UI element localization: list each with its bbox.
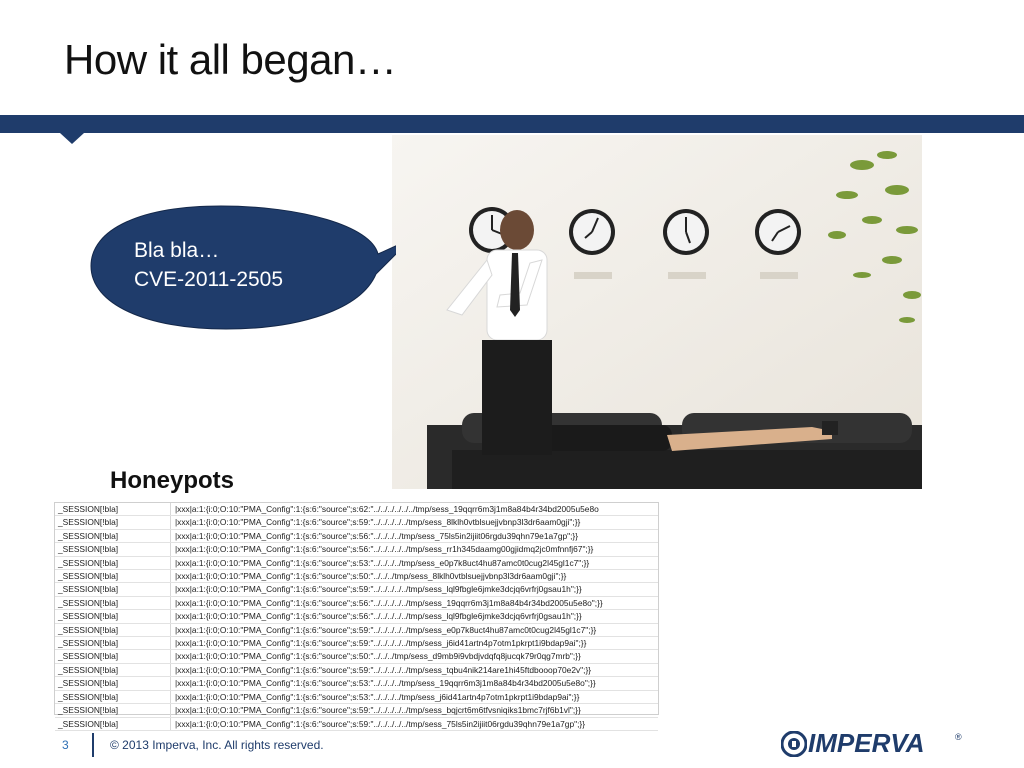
office-photo: [392, 135, 922, 489]
session-key-cell: _SESSION[!bla]: [55, 691, 171, 703]
session-payload-cell: |xxx|a:1:{i:0;O:10:"PMA_Config":1:{s:6:"source";s:56:"../../../../../tmp/sess_19qqrr6m3j1m8a84b4r34bd2005u5e8o";}}: [175, 597, 603, 608]
session-payload-cell: |xxx|a:1:{i:0;O:10:"PMA_Config":1:{s:6:"source";s:59:"../../../../../tmp/sess_8lklh0vtblsuejjvbnp3l3dr6aam0gji";}}: [175, 517, 581, 528]
session-key-cell: _SESSION[!bla]: [55, 557, 171, 569]
table-row: [55, 516, 658, 529]
session-payload-cell: |xxx|a:1:{i:0;O:10:"PMA_Config":1:{s:6:"source";s:53:"../../../../tmp/sess_19qqrr6m3j1m8a84b4r34bd2005u5e8o";}}: [175, 678, 596, 689]
table-row: [55, 583, 658, 596]
table-row: [55, 570, 658, 583]
session-key-cell: _SESSION[!bla]: [55, 597, 171, 609]
table-row: [55, 530, 658, 543]
session-payload-cell: |xxx|a:1:{i:0;O:10:"PMA_Config":1:{s:6:"source";s:56:"../../../../../tmp/sess_lql9fbgle6jmke3dcjq6vrfrj0gsau1h";}}: [175, 611, 582, 622]
registered-mark: ®: [955, 732, 962, 742]
office-photo-illustration: [392, 135, 922, 489]
session-key-cell: _SESSION[!bla]: [55, 637, 171, 649]
table-row: [55, 650, 658, 663]
session-payload-cell: |xxx|a:1:{i:0;O:10:"PMA_Config":1:{s:6:"source";s:56:"../../../../tmp/sess_75ls5in2ijiit06rgdu39qhn79e1a7gp";}}: [175, 530, 579, 541]
imperva-logo-icon: [781, 731, 807, 757]
table-row: [55, 610, 658, 623]
table-row: [55, 704, 658, 717]
session-key-cell: _SESSION[!bla]: [55, 650, 171, 662]
session-key-cell: _SESSION[!bla]: [55, 543, 171, 555]
session-key-cell: _SESSION[!bla]: [55, 664, 171, 676]
page-number: 3: [62, 738, 69, 752]
session-key-cell: _SESSION[!bla]: [55, 704, 171, 716]
session-key-cell: _SESSION[!bla]: [55, 530, 171, 542]
session-payload-cell: |xxx|a:1:{i:0;O:10:"PMA_Config":1:{s:6:"source";s:59:"../../../../../tmp/sess_tqbu4nik214are1hi45ftdbooop70e2v";}}: [175, 664, 592, 675]
session-payload-cell: |xxx|a:1:{i:0;O:10:"PMA_Config":1:{s:6:"source";s:59:"../../../../../tmp/sess_e0p7k8uct4hu87amc0t0cug2l45gl1c7";}}: [175, 624, 597, 635]
table-row: [55, 664, 658, 677]
session-key-cell: _SESSION[!bla]: [55, 570, 171, 582]
table-row: [55, 637, 658, 650]
slide-title: How it all began…: [64, 36, 397, 83]
clock-icon: [569, 209, 615, 255]
session-key-cell: _SESSION[!bla]: [55, 677, 171, 689]
table-row: [55, 543, 658, 556]
section-label: Honeypots: [110, 467, 235, 494]
session-payload-cell: |xxx|a:1:{i:0;O:10:"PMA_Config":1:{s:6:"source";s:53:"../../../../tmp/sess_j6id41artn4p7otm1pkrpt1i9bdap9ai";}}: [175, 691, 580, 702]
speech-bubble-line-2: CVE-2011-2505: [134, 268, 284, 291]
session-payload-cell: |xxx|a:1:{i:0;O:10:"PMA_Config":1:{s:6:"source";s:53:"../../../../tmp/sess_e0p7k8uct4hu87amc0t0cug2l45gl1c7";}}: [175, 557, 590, 568]
session-payload-cell: |xxx|a:1:{i:0;O:10:"PMA_Config":1:{s:6:"source";s:50:"../../../tmp/sess_8lklh0vtblsuejjvbnp3l3dr6aam0gji";}}: [175, 571, 567, 582]
session-key-cell: _SESSION[!bla]: [55, 516, 171, 528]
session-key-cell: _SESSION[!bla]: [55, 610, 171, 622]
footer-divider: [92, 733, 94, 757]
table-row: [55, 557, 658, 570]
session-payload-cell: |xxx|a:1:{i:0;O:10:"PMA_Config":1:{s:6:"source";s:62:"../../../../../../tmp/sess_19qqrr6m3j1m8a84b4r34bd2005u5e8o: [175, 504, 599, 514]
title-bar-notch: [60, 133, 84, 144]
copyright-text: © 2013 Imperva, Inc. All rights reserved.: [110, 738, 324, 752]
session-key-cell: _SESSION[!bla]: [55, 624, 171, 636]
table-row: [55, 718, 658, 731]
table-row: [55, 503, 658, 516]
session-payload-cell: |xxx|a:1:{i:0;O:10:"PMA_Config":1:{s:6:"source";s:56:"../../../../../tmp/sess_rr1h345daamg00gjidmq2jc0mfnnfj67";}}: [175, 544, 594, 555]
speech-bubble-text: [134, 236, 283, 294]
clock-icon: [755, 209, 801, 255]
session-key-cell: _SESSION[!bla]: [55, 503, 171, 515]
session-payload-cell: |xxx|a:1:{i:0;O:10:"PMA_Config":1:{s:6:"source";s:50:"../../../tmp/sess_d9mb9i9vbdjvdqfq8jucqk79r0qg7mrb";}}: [175, 651, 581, 662]
table-row: [55, 624, 658, 637]
clock-icon: [663, 209, 709, 255]
session-payload-cell: |xxx|a:1:{i:0;O:10:"PMA_Config":1:{s:6:"source";s:59:"../../../../../tmp/sess_bqjcrt6m6tfvsniqiks1bmc7rjf6b1vl";}}: [175, 705, 581, 716]
session-payload-cell: |xxx|a:1:{i:0;O:10:"PMA_Config":1:{s:6:"source";s:59:"../../../../../tmp/sess_j6id41artn4p7otm1pkrpt1i9bdap9ai";}}: [175, 638, 587, 649]
session-key-cell: _SESSION[!bla]: [55, 583, 171, 595]
honeypot-log-table: [54, 502, 659, 729]
table-row: [55, 691, 658, 704]
title-bar: [0, 115, 1024, 133]
table-row: [55, 677, 658, 690]
table-row: [55, 597, 658, 610]
session-key-cell: _SESSION[!bla]: [55, 718, 171, 730]
session-payload-cell: |xxx|a:1:{i:0;O:10:"PMA_Config":1:{s:6:"source";s:59:"../../../../../tmp/sess_75ls5in2ijiit06rgdu39qhn79e1a7gp";}}: [175, 718, 586, 729]
imperva-logo-text: IMPERVA: [808, 728, 925, 758]
session-payload-cell: |xxx|a:1:{i:0;O:10:"PMA_Config":1:{s:6:"source";s:59:"../../../../../tmp/sess_lql9fbgle6jmke3dcjq6vrfrj0gsau1h";}}: [175, 584, 582, 595]
speech-bubble-line-1: Bla bla…: [134, 239, 220, 262]
